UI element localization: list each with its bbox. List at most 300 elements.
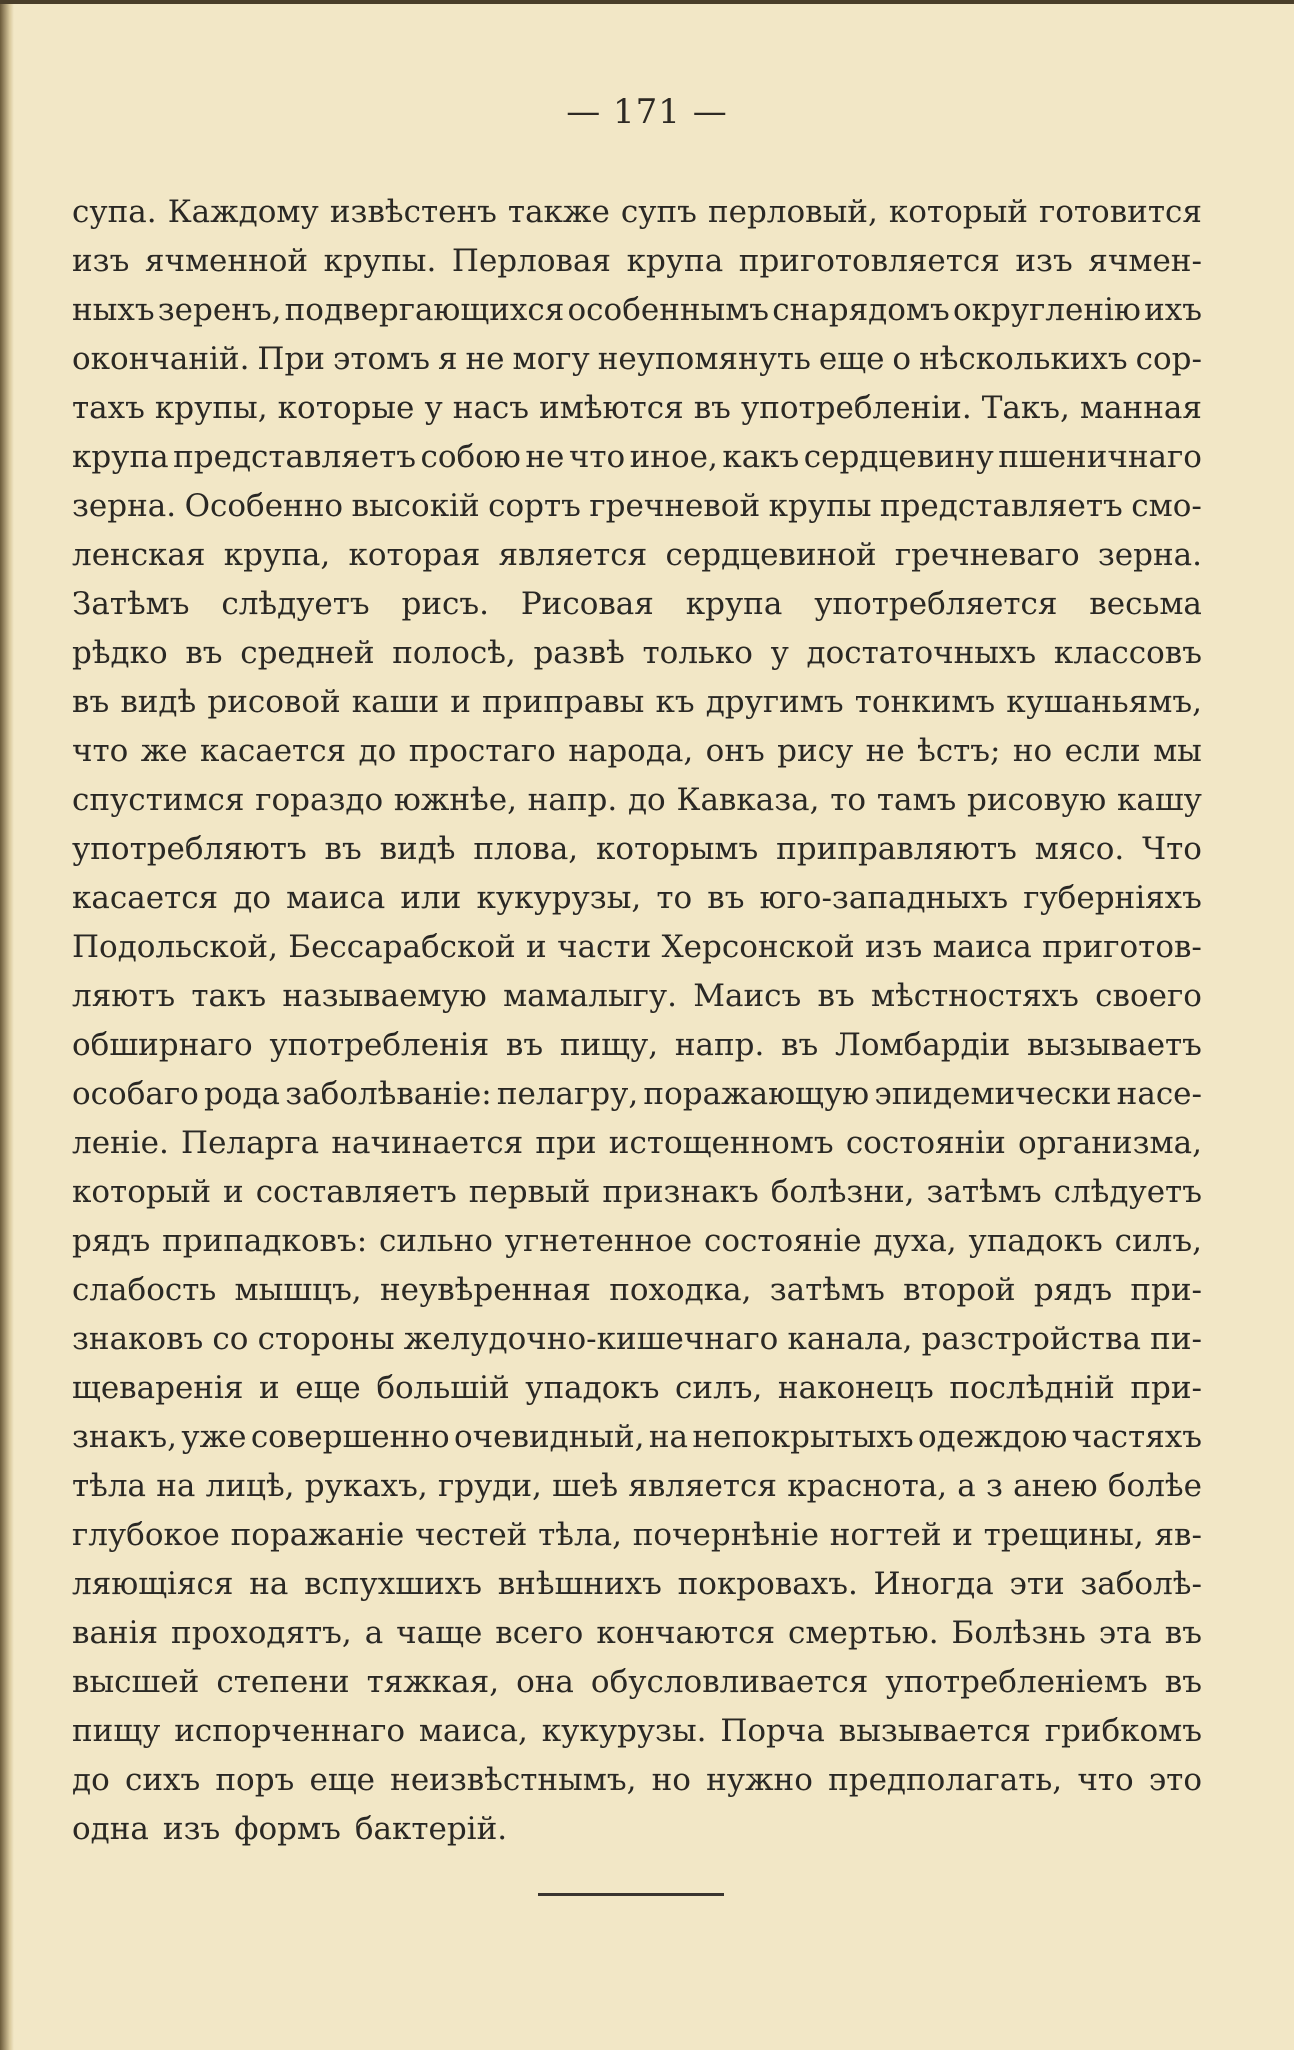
word: з bbox=[986, 1468, 1003, 1504]
word: одеждою bbox=[918, 1419, 1068, 1455]
word: тѣла bbox=[72, 1468, 147, 1504]
word: рѣдко bbox=[72, 635, 168, 671]
word: ленская bbox=[72, 537, 206, 573]
text-line bbox=[72, 1560, 1202, 1609]
word: касается bbox=[72, 880, 219, 916]
word: походка, bbox=[609, 1272, 752, 1308]
word: о bbox=[892, 341, 912, 377]
word: приправляютъ bbox=[776, 831, 1017, 867]
word: всего bbox=[495, 1615, 584, 1651]
word: классовъ bbox=[1053, 635, 1202, 671]
word: то bbox=[830, 782, 867, 818]
word: яв- bbox=[1154, 1517, 1202, 1553]
word: Каждому bbox=[167, 194, 319, 230]
word: шеѣ bbox=[552, 1468, 619, 1504]
word: на bbox=[249, 1566, 289, 1602]
word: знаковъ bbox=[72, 1321, 204, 1357]
word: стороны bbox=[257, 1321, 395, 1357]
word: окончаній. bbox=[72, 341, 250, 377]
word: могу bbox=[512, 341, 590, 377]
word: извѣстенъ bbox=[329, 194, 497, 230]
word: какъ bbox=[722, 439, 800, 475]
word: такъ bbox=[191, 978, 267, 1014]
word: наконецъ bbox=[777, 1370, 934, 1406]
word: кукурузы. bbox=[541, 1713, 707, 1749]
word: состояніе bbox=[703, 1223, 862, 1259]
word: не bbox=[865, 733, 905, 769]
word: является bbox=[628, 1468, 777, 1504]
word: не bbox=[525, 439, 565, 475]
word: которымъ bbox=[596, 831, 759, 867]
word: и bbox=[450, 684, 471, 720]
word: рядъ bbox=[72, 1223, 151, 1259]
word: сердцевину bbox=[803, 439, 994, 475]
word: крупа bbox=[626, 243, 724, 279]
word: рисовую bbox=[967, 782, 1107, 818]
word: представляетъ bbox=[879, 488, 1123, 524]
body-text bbox=[72, 188, 1202, 1854]
word: перловый, bbox=[707, 194, 878, 230]
word: при- bbox=[1130, 1272, 1202, 1308]
word: въ bbox=[185, 635, 223, 671]
word: ногтей bbox=[829, 1517, 942, 1553]
word: до bbox=[627, 782, 666, 818]
word: въ bbox=[505, 1027, 544, 1063]
word: части bbox=[557, 929, 652, 965]
word: совершенно bbox=[250, 1419, 450, 1455]
word: частяхъ bbox=[1071, 1419, 1202, 1455]
word: нужно bbox=[706, 1762, 813, 1798]
text-line bbox=[72, 580, 1202, 629]
word: касается bbox=[200, 733, 347, 769]
word: Подольской, bbox=[72, 929, 278, 965]
word: кукурузы, bbox=[476, 880, 642, 916]
word: гораздо bbox=[255, 782, 384, 818]
word: крупа bbox=[72, 439, 169, 475]
text-line bbox=[72, 531, 1202, 580]
word: смертью. bbox=[788, 1615, 939, 1651]
word: ѣстъ; bbox=[917, 733, 1001, 769]
word: мѣстностяхъ bbox=[870, 978, 1079, 1014]
word: тонкимъ bbox=[854, 684, 996, 720]
text-line bbox=[72, 188, 1202, 237]
word: покровахъ. bbox=[677, 1566, 858, 1602]
word: поражающую bbox=[643, 1076, 870, 1112]
text-line bbox=[72, 237, 1202, 286]
word: глубокое bbox=[72, 1517, 220, 1553]
word: изъ bbox=[864, 929, 923, 965]
word: онъ bbox=[705, 733, 765, 769]
word: истощенномъ bbox=[608, 1125, 834, 1161]
word: эпидемически bbox=[874, 1076, 1112, 1112]
word: плова, bbox=[473, 831, 579, 867]
word: силъ, bbox=[1114, 1223, 1202, 1259]
word: затѣмъ bbox=[926, 1174, 1042, 1210]
word: сердцевиной bbox=[665, 537, 877, 573]
word: пи- bbox=[1150, 1321, 1202, 1357]
page-number: — 171 — bbox=[566, 92, 728, 132]
word: обширнаго bbox=[72, 1027, 253, 1063]
word: каши bbox=[351, 684, 440, 720]
word: снарядомъ bbox=[772, 292, 950, 328]
word: которая bbox=[348, 537, 481, 573]
word: насе- bbox=[1116, 1076, 1202, 1112]
word: краснота, bbox=[787, 1468, 948, 1504]
word: пищу bbox=[72, 1713, 161, 1749]
word: въ bbox=[72, 684, 110, 720]
word: крупа, bbox=[223, 537, 331, 573]
word: леніе. bbox=[72, 1125, 169, 1161]
word: угнетенное bbox=[504, 1223, 693, 1259]
word: особеннымъ bbox=[567, 292, 770, 328]
text-line bbox=[72, 1609, 1202, 1658]
word: которые bbox=[277, 390, 415, 426]
word: приготов- bbox=[1042, 929, 1202, 965]
word: только bbox=[642, 635, 753, 671]
word: у bbox=[770, 635, 789, 671]
word: простаго bbox=[408, 733, 556, 769]
word: Херсонской bbox=[661, 929, 855, 965]
word: или bbox=[400, 880, 462, 916]
word: изъ bbox=[162, 1811, 221, 1847]
word: иное, bbox=[629, 439, 718, 475]
word: канала, bbox=[787, 1321, 913, 1357]
word: организма, bbox=[1018, 1125, 1202, 1161]
word: при- bbox=[1130, 1370, 1202, 1406]
word: силъ, bbox=[675, 1370, 763, 1406]
word: спустимся bbox=[72, 782, 245, 818]
word: ванія bbox=[72, 1615, 159, 1651]
word: гречневаго bbox=[894, 537, 1080, 573]
word: употребленіемъ bbox=[885, 1664, 1148, 1700]
word: ляющіяся bbox=[72, 1566, 234, 1602]
word: затѣмъ bbox=[769, 1272, 885, 1308]
word: кушаньямъ, bbox=[1006, 684, 1202, 720]
word: до bbox=[72, 1762, 110, 1798]
word: Что bbox=[1142, 831, 1202, 867]
text-line bbox=[72, 1805, 1202, 1854]
word: что bbox=[1077, 1762, 1134, 1798]
word: Бессарабской bbox=[288, 929, 516, 965]
word: употребленія bbox=[269, 1027, 490, 1063]
word: а bbox=[364, 1615, 384, 1651]
word: что bbox=[568, 439, 626, 475]
word: крупа bbox=[685, 586, 783, 622]
word: Перловая bbox=[451, 243, 611, 279]
text-line bbox=[72, 1119, 1202, 1168]
word: въ bbox=[817, 978, 855, 1014]
word: и bbox=[526, 929, 547, 965]
word: и bbox=[259, 1370, 280, 1406]
word: Такъ, bbox=[981, 390, 1070, 426]
word: кашу bbox=[1117, 782, 1202, 818]
word: особаго bbox=[72, 1076, 199, 1112]
word: бактерій. bbox=[354, 1811, 508, 1847]
text-line bbox=[72, 1168, 1202, 1217]
text-line bbox=[72, 433, 1202, 482]
text-line bbox=[72, 1413, 1202, 1462]
word: Рисовая bbox=[520, 586, 654, 622]
word: лицѣ, bbox=[205, 1468, 295, 1504]
word: Порча bbox=[720, 1713, 825, 1749]
word: до bbox=[358, 733, 397, 769]
word: неувѣренная bbox=[379, 1272, 591, 1308]
word: супъ bbox=[620, 194, 697, 230]
word: въ bbox=[1164, 1664, 1202, 1700]
text-line bbox=[72, 1511, 1202, 1560]
word: мы bbox=[1153, 733, 1202, 769]
word: маиса bbox=[932, 929, 1032, 965]
word: до bbox=[233, 880, 271, 916]
word: сортъ bbox=[488, 488, 581, 524]
word: въ bbox=[781, 1027, 819, 1063]
word: своего bbox=[1095, 978, 1202, 1014]
word: употребленіи. bbox=[740, 390, 972, 426]
word: губерніяхъ bbox=[1023, 880, 1202, 916]
word: же bbox=[140, 733, 188, 769]
text-line bbox=[72, 335, 1202, 384]
word: въ bbox=[693, 390, 731, 426]
word: поражаніе bbox=[230, 1517, 405, 1553]
word: но bbox=[1012, 733, 1053, 769]
word: вызываетъ bbox=[1027, 1027, 1202, 1063]
text-line bbox=[72, 678, 1202, 727]
word: слабость bbox=[72, 1272, 217, 1308]
word: уже bbox=[181, 1419, 247, 1455]
word: очевидный, bbox=[453, 1419, 645, 1455]
word: признакъ bbox=[602, 1174, 759, 1210]
word: рядъ bbox=[1033, 1272, 1113, 1308]
word: послѣдній bbox=[949, 1370, 1115, 1406]
word: слѣдуетъ bbox=[221, 586, 370, 622]
word: ныхъ bbox=[72, 292, 155, 328]
top-border bbox=[0, 0, 1294, 4]
word: рисовой bbox=[207, 684, 341, 720]
text-line bbox=[72, 1315, 1202, 1364]
text-line bbox=[72, 384, 1202, 433]
word: это bbox=[1148, 1762, 1202, 1798]
word: груди, bbox=[437, 1468, 542, 1504]
word: тяжкая, bbox=[366, 1664, 500, 1700]
word: собою bbox=[420, 439, 521, 475]
word: анею bbox=[1013, 1468, 1098, 1504]
word: составляетъ bbox=[255, 1174, 457, 1210]
word: на bbox=[648, 1419, 689, 1455]
word: Пеларга bbox=[181, 1125, 320, 1161]
text-line bbox=[72, 874, 1202, 923]
word: поръ bbox=[215, 1762, 295, 1798]
word: напр. bbox=[674, 1027, 765, 1063]
word: желудочно-кишечнаго bbox=[403, 1321, 779, 1357]
word: ляютъ bbox=[72, 978, 176, 1014]
word: болѣзни, bbox=[770, 1174, 915, 1210]
word: второй bbox=[903, 1272, 1016, 1308]
word: я bbox=[437, 341, 458, 377]
word: мышцъ, bbox=[234, 1272, 362, 1308]
word: еще bbox=[309, 1762, 375, 1798]
word: знакъ, bbox=[72, 1419, 178, 1455]
word: при bbox=[535, 1125, 597, 1161]
word: представляетъ bbox=[173, 439, 416, 475]
word: высокій bbox=[351, 488, 480, 524]
word: что bbox=[72, 733, 129, 769]
word: средней bbox=[240, 635, 375, 671]
word: Иногда bbox=[873, 1566, 994, 1602]
word: если bbox=[1064, 733, 1141, 769]
word: При bbox=[257, 341, 325, 377]
word: пшеничнаго bbox=[998, 439, 1202, 475]
word: изъ bbox=[72, 243, 130, 279]
word: зерна. bbox=[72, 488, 177, 524]
text-line bbox=[72, 629, 1202, 678]
word: который bbox=[72, 1174, 212, 1210]
word: начинается bbox=[331, 1125, 524, 1161]
word: пелагру, bbox=[496, 1076, 639, 1112]
text-line bbox=[72, 727, 1202, 776]
word: округленію bbox=[952, 292, 1141, 328]
word: другимъ bbox=[705, 684, 844, 720]
word: весьма bbox=[1089, 586, 1202, 622]
word: рукахъ, bbox=[304, 1468, 428, 1504]
word: испорченнаго bbox=[174, 1713, 406, 1749]
word: Маисъ bbox=[693, 978, 802, 1014]
word: то bbox=[656, 880, 693, 916]
word: приготовляется bbox=[738, 243, 1000, 279]
word: зеренъ, bbox=[157, 292, 282, 328]
word: тѣла, bbox=[538, 1517, 622, 1553]
text-line bbox=[72, 776, 1202, 825]
word: и bbox=[952, 1517, 973, 1553]
word: тахъ bbox=[72, 390, 145, 426]
word: ячменной bbox=[144, 243, 309, 279]
text-line bbox=[72, 1266, 1202, 1315]
text-line bbox=[72, 482, 1202, 531]
word: предполагать, bbox=[828, 1762, 1063, 1798]
text-line bbox=[72, 825, 1202, 874]
word: приправы bbox=[482, 684, 645, 720]
text-line bbox=[72, 923, 1202, 972]
word: къ bbox=[655, 684, 695, 720]
word: грибкомъ bbox=[1044, 1713, 1202, 1749]
word: мамалыгу. bbox=[503, 978, 677, 1014]
word: на bbox=[156, 1468, 196, 1504]
word: кончаются bbox=[596, 1615, 776, 1651]
word: степени bbox=[216, 1664, 350, 1700]
word: высшей bbox=[72, 1664, 200, 1700]
word: развѣ bbox=[533, 635, 625, 671]
word: и bbox=[223, 1174, 244, 1210]
word: внѣшнихъ bbox=[497, 1566, 662, 1602]
word: а bbox=[957, 1468, 976, 1504]
word: духа, bbox=[873, 1223, 957, 1259]
word: у bbox=[424, 390, 443, 426]
word: непокрытыхъ bbox=[692, 1419, 914, 1455]
word: употребляется bbox=[814, 586, 1058, 622]
word: формъ bbox=[234, 1811, 341, 1847]
word: напр. bbox=[527, 782, 618, 818]
word: чаще bbox=[396, 1615, 483, 1651]
word: тамъ bbox=[876, 782, 957, 818]
word: неупомянуть bbox=[597, 341, 811, 377]
word: щеваренія bbox=[72, 1370, 244, 1406]
word: насъ bbox=[452, 390, 530, 426]
page-binding-edge bbox=[0, 0, 14, 2050]
text-line bbox=[72, 1021, 1202, 1070]
word: полосѣ, bbox=[392, 635, 516, 671]
word: проходятъ, bbox=[171, 1615, 352, 1651]
word: неизвѣстнымъ, bbox=[390, 1762, 637, 1798]
word: сихъ bbox=[124, 1762, 201, 1798]
word: крупы. bbox=[323, 243, 437, 279]
word: достаточныхъ bbox=[806, 635, 1037, 671]
word: народа, bbox=[568, 733, 694, 769]
word: первый bbox=[468, 1174, 591, 1210]
word: честей bbox=[414, 1517, 528, 1553]
word: имѣются bbox=[539, 390, 684, 426]
word: супа. bbox=[72, 194, 157, 230]
word: разстройства bbox=[921, 1321, 1142, 1357]
word: со bbox=[212, 1321, 249, 1357]
text-line bbox=[72, 1707, 1202, 1756]
word: слѣдуетъ bbox=[1053, 1174, 1202, 1210]
word: подвергающихся bbox=[284, 292, 565, 328]
word: эта bbox=[1098, 1615, 1152, 1651]
word: маиса, bbox=[418, 1713, 528, 1749]
word: видѣ bbox=[120, 684, 197, 720]
word: крупы bbox=[768, 488, 872, 524]
text-line bbox=[72, 1070, 1202, 1119]
word: почернѣніе bbox=[632, 1517, 820, 1553]
text-line bbox=[72, 1658, 1202, 1707]
word: но bbox=[651, 1762, 691, 1798]
word: въ bbox=[324, 831, 362, 867]
word: въ bbox=[1164, 1615, 1202, 1651]
text-line bbox=[72, 1756, 1202, 1805]
word: еще bbox=[295, 1370, 361, 1406]
text-line bbox=[72, 1364, 1202, 1413]
word: мясо. bbox=[1034, 831, 1125, 867]
word: упадокъ bbox=[968, 1223, 1103, 1259]
word: Ломбардіи bbox=[835, 1027, 1011, 1063]
word: сильно bbox=[379, 1223, 493, 1259]
end-of-text-rule bbox=[538, 1893, 724, 1896]
word: большій bbox=[376, 1370, 510, 1406]
word: вызывается bbox=[838, 1713, 1031, 1749]
word: Болѣзнь bbox=[951, 1615, 1086, 1651]
word: состояніи bbox=[845, 1125, 1006, 1161]
word: обусловливается bbox=[590, 1664, 869, 1700]
word: рода bbox=[203, 1076, 281, 1112]
word: Затѣмъ bbox=[72, 586, 190, 622]
word: пищу, bbox=[559, 1027, 659, 1063]
word: южнѣе, bbox=[393, 782, 517, 818]
word: трещины, bbox=[983, 1517, 1144, 1553]
word: является bbox=[498, 537, 648, 573]
text-line bbox=[72, 286, 1202, 335]
word: заболѣваніе: bbox=[285, 1076, 492, 1112]
word: одна bbox=[72, 1811, 149, 1847]
word: эти bbox=[1009, 1566, 1065, 1602]
word: готовится bbox=[1039, 194, 1202, 230]
word: еще bbox=[818, 341, 885, 377]
word: въ bbox=[707, 880, 745, 916]
text-line bbox=[72, 1462, 1202, 1511]
word: рису bbox=[777, 733, 854, 769]
word: этомъ bbox=[332, 341, 430, 377]
word: болѣе bbox=[1107, 1468, 1202, 1504]
word: также bbox=[507, 194, 610, 230]
word: употребляютъ bbox=[72, 831, 307, 867]
